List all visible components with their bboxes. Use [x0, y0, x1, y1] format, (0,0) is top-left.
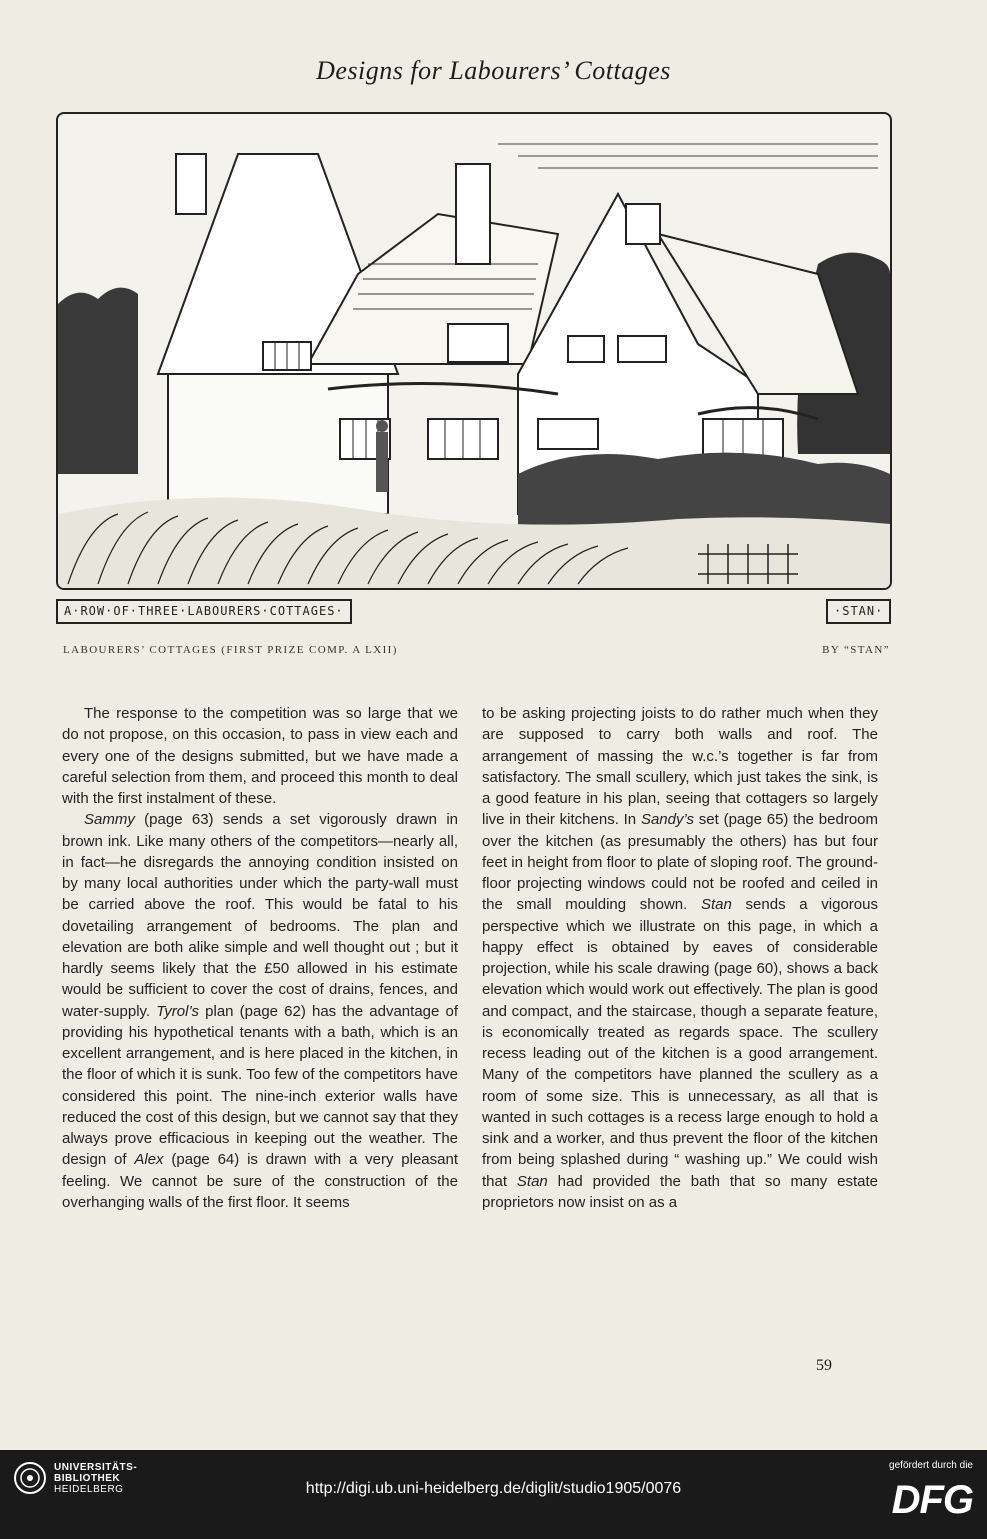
article-column-right	[482, 703, 878, 1213]
article-paragraph	[62, 703, 458, 809]
article-paragraph	[62, 809, 458, 1213]
cottage-drawing	[58, 114, 890, 588]
cottage-illustration	[56, 112, 892, 590]
figure-caption: LABOURERS’ COTTAGES (FIRST PRIZE COMP. A LXII)	[63, 644, 398, 656]
paragraph-text: (page 64) is drawn with a very pleasant feeling. We cannot be sure of the construction of the overhanging walls of the first floor. It seems	[62, 1151, 458, 1211]
funder-caption: gefördert durch die	[889, 1460, 973, 1471]
paragraph-text: The response to the competition was so large that we do not propose, on this occasion, to pass in view each and every one of the designs submitted, but we have made a careful selection from them, and proceed this month to deal with the first instalment of these.	[62, 705, 458, 807]
library-name-line-1: UNIVERSITÄTS-	[54, 1462, 138, 1473]
pseudonym: Sandy’s	[640, 811, 695, 829]
paragraph-text: to be asking projecting joists to do rather much when they are supposed to carry both walls and roof. The arrangement of massing the w.c.’s together is far from satisfactory. The small scullery, which just takes the sink, is a good feature in his plan, seeing that cottagers so largely live in their kitchens. In	[482, 705, 878, 829]
pseudonym: Stan	[516, 1172, 548, 1190]
permalink-url[interactable]: http://digi.ub.uni-heidelberg.de/diglit/studio1905/0076	[305, 1480, 682, 1497]
plate-title-label: A·ROW·OF·THREE·LABOURERS·COTTAGES·	[56, 599, 352, 624]
library-name-line-3: HEIDELBERG	[54, 1484, 124, 1495]
paragraph-text: had provided the bath that so many estate proprietors now insist on as a	[482, 1172, 878, 1211]
running-head: Designs for Labourers’ Cottages	[316, 56, 671, 85]
paragraph-text: (page 63) sends a set vigorously drawn in brown ink. Like many others of the competitors—nearly all, in fact—he disregards the annoying condition insisted on by many local authorities under which the party-wall must be carried above the roof. This would be fatal to his dovetailing arrangement of bedrooms. The plan and elevation are both alike simple and well thought out ; but it hardly seems likely that the £50 allowed in his estimate would be sufficient to cover the cost of drains, fences, and water-supply.	[62, 811, 458, 1020]
library-name-line-2: BIBLIOTHEK	[54, 1473, 121, 1484]
article-column-left	[62, 703, 458, 1213]
pseudonym: Tyrol’s	[156, 1002, 200, 1020]
digitization-footer	[0, 1450, 987, 1539]
artist-signature-label: ·STAN·	[826, 599, 891, 624]
article-paragraph	[482, 703, 878, 1213]
pseudonym: Alex	[134, 1151, 164, 1169]
pseudonym: Sammy	[84, 811, 135, 829]
paragraph-text: plan (page 62) has the advantage of providing his hypothetical tenants with a bath, which is an excellent arrangement, and is here placed in the kitchen, in the floor of which it is sunk. Too few of the competitors have considered this point. The nine-inch exterior walls have reduced the cost of this design, but we cannot say that they always prove efficacious in keeping out the weather. The design of	[62, 1002, 458, 1169]
figure-credit: BY “STAN”	[822, 644, 890, 656]
pseudonym: Stan	[701, 896, 732, 914]
paragraph-text: sends a vigorous perspective which we illustrate on this page, in which a happy effect is obtained by eaves of considerable projection, while his scale drawing (page 60), shows a back elevation which would work out effectively. The plan is good and compact, and the staircase, though a separate feature, is economically treated as regards space. The scullery recess leading out of the kitchen is a good arrangement. Many of the competitors have planned the scullery as a room of some size. This is unnecessary, as all that is wanted in such cottages is a recess large enough to hold a sink and a worker, and thus prevent the floor of the kitchen from being splashed during “ washing up.” We could wish that	[482, 896, 878, 1190]
paragraph-text: set (page 65) the bedroom over the kitchen (as presumably the others) has but four feet in height from floor to plate of sloping roof. The ground-floor projecting windows could not be roofed and ceiled in the small moulding shown.	[482, 811, 878, 914]
dfg-logo: DFG	[891, 1478, 973, 1522]
page-number: 59	[816, 1357, 832, 1374]
